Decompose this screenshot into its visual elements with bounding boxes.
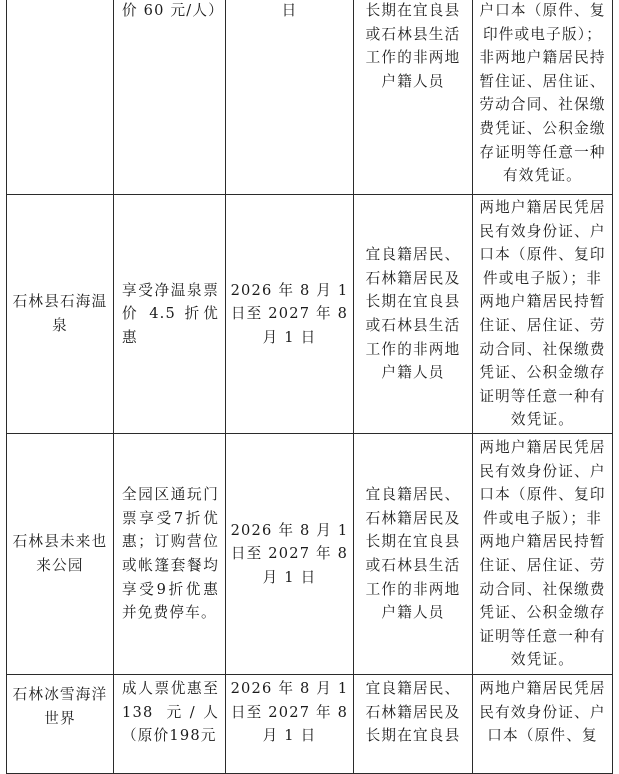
eligible-people-cell: 长期在宜良县或石林县生活工作的非两地户籍人员 <box>354 0 473 195</box>
table-row <box>7 675 613 774</box>
table-row <box>7 434 613 675</box>
eligible-people-cell: 宜良籍居民、石林籍居民及长期在宜良县或石林县生活工作的非两地户籍人员 <box>354 434 473 675</box>
table-row <box>7 0 613 195</box>
venue-name-cell: 石林县未来也来公园 <box>7 434 114 675</box>
discount-table <box>6 0 613 774</box>
offer-cell: 价 60 元/人） <box>114 0 226 195</box>
venue-name-cell: 石林冰雪海洋世界 <box>7 675 114 774</box>
required-documents-cell: 两地户籍居民凭居民有效身份证、户口本（原件、复印件或电子版）；非两地户籍居民持暂住证、居住证、劳动合同、社保缴费凭证、公积金缴存证明等任意一种有效凭证。 <box>473 434 613 675</box>
valid-date-cell: 2026 年 8 月 1 日至 2027 年 8 月 1 日 <box>226 675 354 774</box>
required-documents-cell: 两地户籍居民凭居民有效身份证、户口本（原件、复 <box>473 675 613 774</box>
eligible-people-cell: 宜良籍居民、石林籍居民及长期在宜良县 <box>354 675 473 774</box>
offer-cell: 全园区通玩门票享受7折优惠；订购营位或帐篷套餐均享受9折优惠并免费停车。 <box>114 434 226 675</box>
venue-name-cell: 石林县石海温泉 <box>7 195 114 434</box>
valid-date-cell: 2026 年 8 月 1 日至 2027 年 8 月 1 日 <box>226 434 354 675</box>
required-documents-cell: 两地户籍居民凭居民有效身份证、户口本（原件、复印件或电子版）；非两地户籍居民持暂住证、居住证、劳动合同、社保缴费凭证、公积金缴存证明等任意一种有效凭证。 <box>473 195 613 434</box>
valid-date-cell: 2026 年 8 月 1 日至 2027 年 8 月 1 日 <box>226 195 354 434</box>
offer-cell: 享受净温泉票价 4.5 折优惠 <box>114 195 226 434</box>
table-row <box>7 195 613 434</box>
eligible-people-cell: 宜良籍居民、石林籍居民及长期在宜良县或石林县生活工作的非两地户籍人员 <box>354 195 473 434</box>
required-documents-cell: 户口本（原件、复印件或电子版）；非两地户籍居民持暂住证、居住证、劳动合同、社保缴费凭证、公积金缴存证明等任意一种有效凭证。 <box>473 0 613 195</box>
offer-cell: 成人票优惠至 138 元/人（原价198元 <box>114 675 226 774</box>
venue-name-cell <box>7 0 114 195</box>
valid-date-cell: 日 <box>226 0 354 195</box>
